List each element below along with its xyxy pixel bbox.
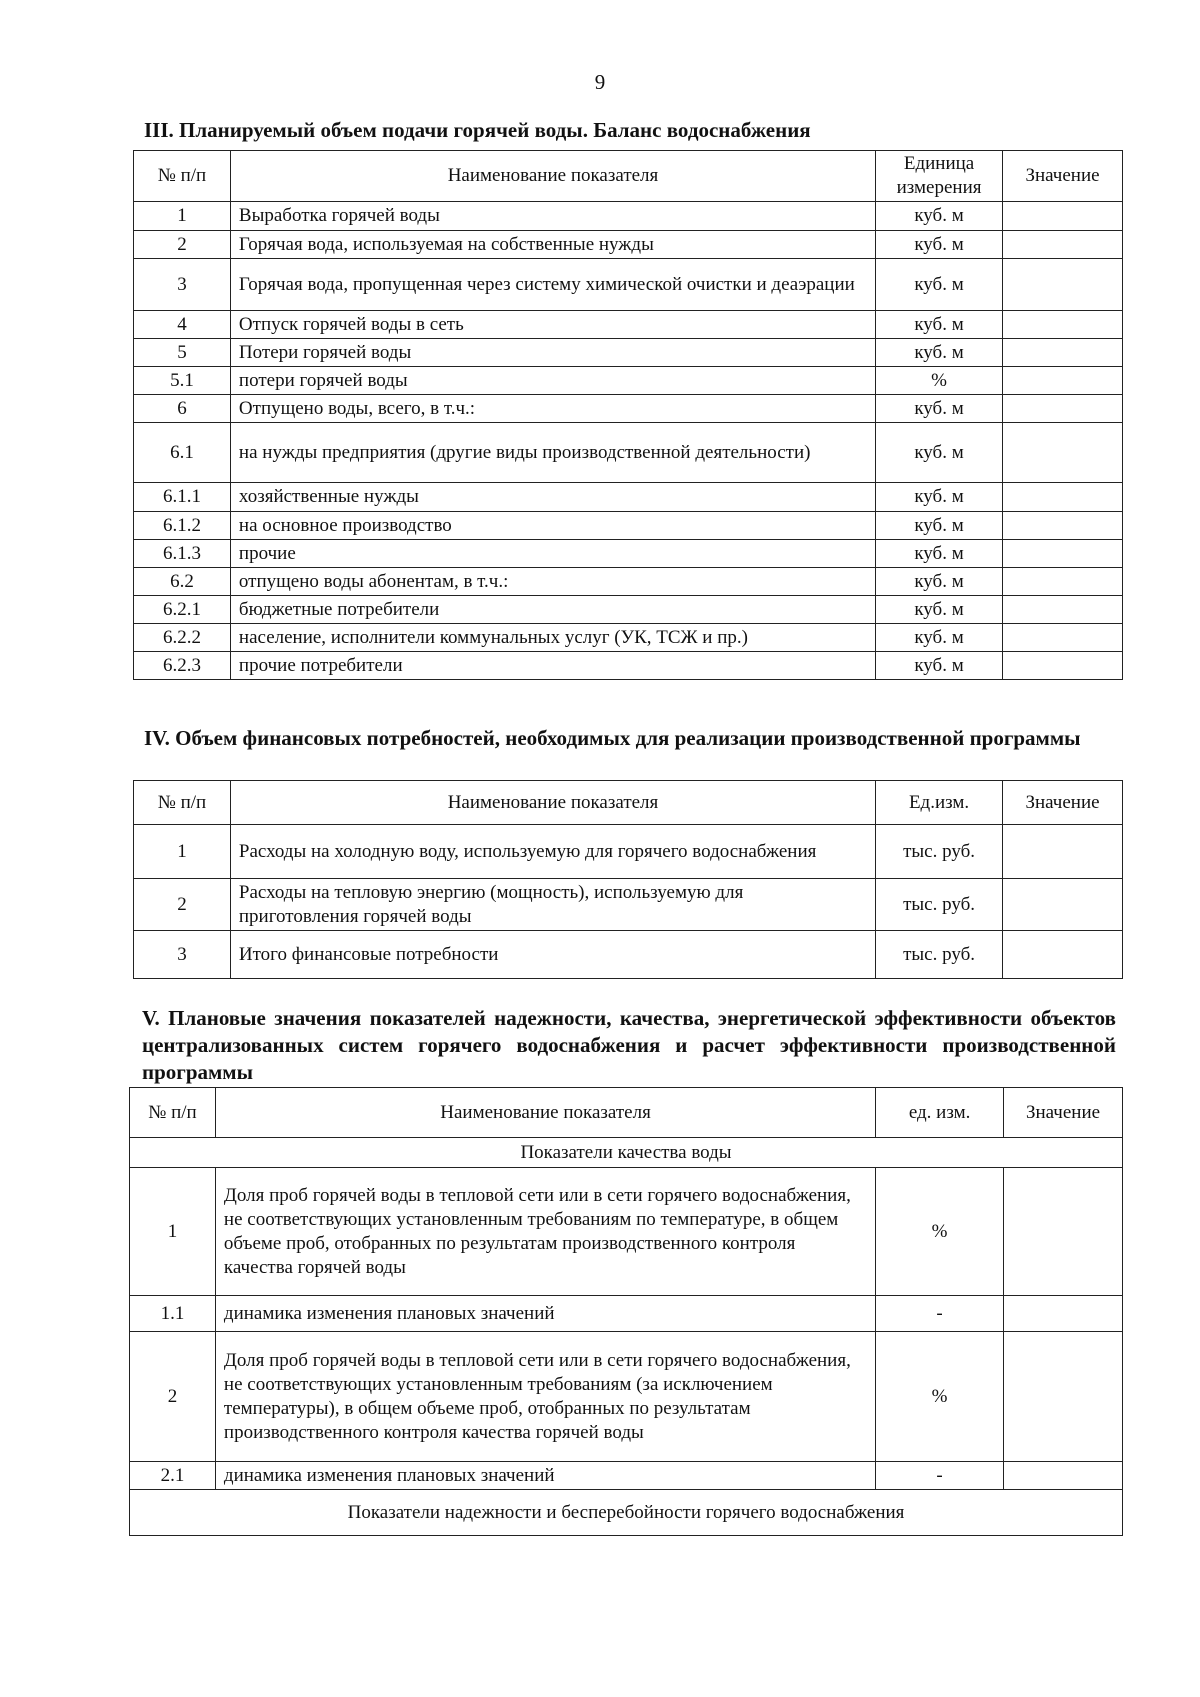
row-number: 6.1.3 (134, 540, 231, 568)
header-value: Значение (1003, 151, 1123, 202)
row-unit: % (876, 1332, 1004, 1462)
table-row (134, 423, 1123, 483)
header-num: № п/п (130, 1088, 216, 1138)
row-number: 5 (134, 339, 231, 367)
header-num: № п/п (134, 151, 231, 202)
table-header-row (134, 151, 1123, 202)
group-reliability-label: Показатели надежности и бесперебойности горячего водоснабжения (130, 1490, 1123, 1536)
row-number: 1.1 (130, 1296, 216, 1332)
row-number: 6.2 (134, 568, 231, 596)
row-value (1003, 540, 1123, 568)
row-value (1003, 568, 1123, 596)
row-unit: куб. м (876, 596, 1003, 624)
row-unit: куб. м (876, 202, 1003, 231)
row-indicator-name: Доля проб горячей воды в тепловой сети или в сети горячего водоснабжения, не соответствующих установленным требованиям по температуре, в общем объеме проб, отобранных по результатам производственного контроля качества горячей воды (215, 1168, 875, 1296)
row-unit: % (876, 367, 1003, 395)
table-row (134, 624, 1123, 652)
section-3-title: III. Планируемый объем подачи горячей воды. Баланс водоснабжения (144, 118, 811, 142)
financial-needs-table (133, 780, 1123, 979)
row-indicator-name: Выработка горячей воды (230, 202, 875, 231)
row-number: 2 (134, 231, 231, 259)
row-unit: куб. м (876, 483, 1003, 512)
row-number: 4 (134, 311, 231, 339)
row-value (1003, 825, 1123, 879)
page-number: 9 (594, 70, 606, 94)
row-indicator-name: прочие (230, 540, 875, 568)
row-number: 6.1 (134, 423, 231, 483)
row-unit: тыс. руб. (876, 879, 1003, 931)
row-value (1003, 202, 1123, 231)
table-row (134, 483, 1123, 512)
row-number: 1 (130, 1168, 216, 1296)
header-name: Наименование показателя (215, 1088, 875, 1138)
header-value: Значение (1003, 781, 1123, 825)
row-unit: куб. м (876, 652, 1003, 680)
row-unit: куб. м (876, 512, 1003, 540)
row-value (1003, 259, 1123, 311)
row-number: 2 (134, 879, 231, 931)
table-row (134, 259, 1123, 311)
table-header-row (130, 1088, 1123, 1138)
row-value (1003, 423, 1123, 483)
table-row (134, 931, 1123, 979)
row-unit: % (876, 1168, 1004, 1296)
table-row (134, 512, 1123, 540)
row-unit: куб. м (876, 311, 1003, 339)
row-value (1004, 1168, 1123, 1296)
row-unit: куб. м (876, 568, 1003, 596)
row-unit: куб. м (876, 423, 1003, 483)
row-number: 3 (134, 259, 231, 311)
row-indicator-name: динамика изменения плановых значений (215, 1462, 875, 1490)
row-value (1003, 367, 1123, 395)
row-unit: тыс. руб. (876, 825, 1003, 879)
row-indicator-name: на нужды предприятия (другие виды производственной деятельности) (230, 423, 875, 483)
row-value (1003, 339, 1123, 367)
row-number: 6.1.2 (134, 512, 231, 540)
row-value (1004, 1462, 1123, 1490)
row-value (1003, 512, 1123, 540)
row-indicator-name: динамика изменения плановых значений (215, 1296, 875, 1332)
table-row (134, 231, 1123, 259)
row-value (1004, 1296, 1123, 1332)
row-indicator-name: хозяйственные нужды (230, 483, 875, 512)
header-num: № п/п (134, 781, 231, 825)
group-quality-label: Показатели качества воды (130, 1138, 1123, 1168)
row-indicator-name: Потери горячей воды (230, 339, 875, 367)
row-unit: куб. м (876, 231, 1003, 259)
row-indicator-name: Отпуск горячей воды в сеть (230, 311, 875, 339)
row-unit: куб. м (876, 395, 1003, 423)
table-row (134, 879, 1123, 931)
group-row (130, 1490, 1123, 1536)
row-indicator-name: Расходы на холодную воду, используемую для горячего водоснабжения (230, 825, 875, 879)
table-header-row (134, 781, 1123, 825)
table-row (134, 202, 1123, 231)
row-unit: куб. м (876, 624, 1003, 652)
row-indicator-name: на основное производство (230, 512, 875, 540)
row-number: 6.1.1 (134, 483, 231, 512)
row-indicator-name: прочие потребители (230, 652, 875, 680)
header-unit: Ед.изм. (876, 781, 1003, 825)
table-row (134, 540, 1123, 568)
table-row (134, 395, 1123, 423)
row-number: 2 (130, 1332, 216, 1462)
row-number: 5.1 (134, 367, 231, 395)
row-unit: - (876, 1462, 1004, 1490)
table-row (134, 596, 1123, 624)
table-row (134, 652, 1123, 680)
row-indicator-name: Итого финансовые потребности (230, 931, 875, 979)
table-row (130, 1462, 1123, 1490)
section-5-title: V. Плановые значения показателей надежности, качества, энергетической эффективности объектов централизованных систем горячего водоснабжения и расчет эффективности производственной программы (142, 1006, 1116, 1084)
row-value (1003, 231, 1123, 259)
group-row (130, 1138, 1123, 1168)
header-name: Наименование показателя (230, 781, 875, 825)
table-row (134, 568, 1123, 596)
water-balance-table (133, 150, 1123, 680)
table-row (130, 1168, 1123, 1296)
row-unit: куб. м (876, 540, 1003, 568)
row-unit: - (876, 1296, 1004, 1332)
row-value (1003, 624, 1123, 652)
table-row (134, 367, 1123, 395)
row-number: 6.2.2 (134, 624, 231, 652)
header-unit: Единица измерения (876, 151, 1003, 202)
row-value (1003, 395, 1123, 423)
row-indicator-name: Доля проб горячей воды в тепловой сети или в сети горячего водоснабжения, не соответствующих установленным требованиям (за исключением температуры), в общем объеме проб, отобранных по результатам производственного контроля качества горячей воды (215, 1332, 875, 1462)
row-number: 6 (134, 395, 231, 423)
row-unit: куб. м (876, 259, 1003, 311)
row-number: 1 (134, 202, 231, 231)
row-value (1003, 311, 1123, 339)
row-indicator-name: бюджетные потребители (230, 596, 875, 624)
table-row (134, 311, 1123, 339)
row-indicator-name: Отпущено воды, всего, в т.ч.: (230, 395, 875, 423)
table-row (130, 1332, 1123, 1462)
row-indicator-name: отпущено воды абонентам, в т.ч.: (230, 568, 875, 596)
section-4-title: IV. Объем финансовых потребностей, необходимых для реализации производственной программы (144, 726, 1081, 750)
header-value: Значение (1004, 1088, 1123, 1138)
header-name: Наименование показателя (230, 151, 875, 202)
table-row (134, 825, 1123, 879)
row-indicator-name: Горячая вода, используемая на собственные нужды (230, 231, 875, 259)
row-value (1003, 931, 1123, 979)
row-unit: тыс. руб. (876, 931, 1003, 979)
row-indicator-name: потери горячей воды (230, 367, 875, 395)
row-number: 6.2.3 (134, 652, 231, 680)
reliability-indicators-table (129, 1087, 1123, 1536)
row-indicator-name: Расходы на тепловую энергию (мощность), используемую для приготовления горячей воды (230, 879, 875, 931)
row-unit: куб. м (876, 339, 1003, 367)
row-value (1003, 483, 1123, 512)
row-value (1004, 1332, 1123, 1462)
row-value (1003, 652, 1123, 680)
row-indicator-name: население, исполнители коммунальных услуг (УК, ТСЖ и пр.) (230, 624, 875, 652)
header-unit: ед. изм. (876, 1088, 1004, 1138)
row-indicator-name: Горячая вода, пропущенная через систему химической очистки и деаэрации (230, 259, 875, 311)
row-number: 1 (134, 825, 231, 879)
table-row (130, 1296, 1123, 1332)
row-value (1003, 879, 1123, 931)
row-number: 6.2.1 (134, 596, 231, 624)
row-number: 2.1 (130, 1462, 216, 1490)
table-row (134, 339, 1123, 367)
row-value (1003, 596, 1123, 624)
row-number: 3 (134, 931, 231, 979)
